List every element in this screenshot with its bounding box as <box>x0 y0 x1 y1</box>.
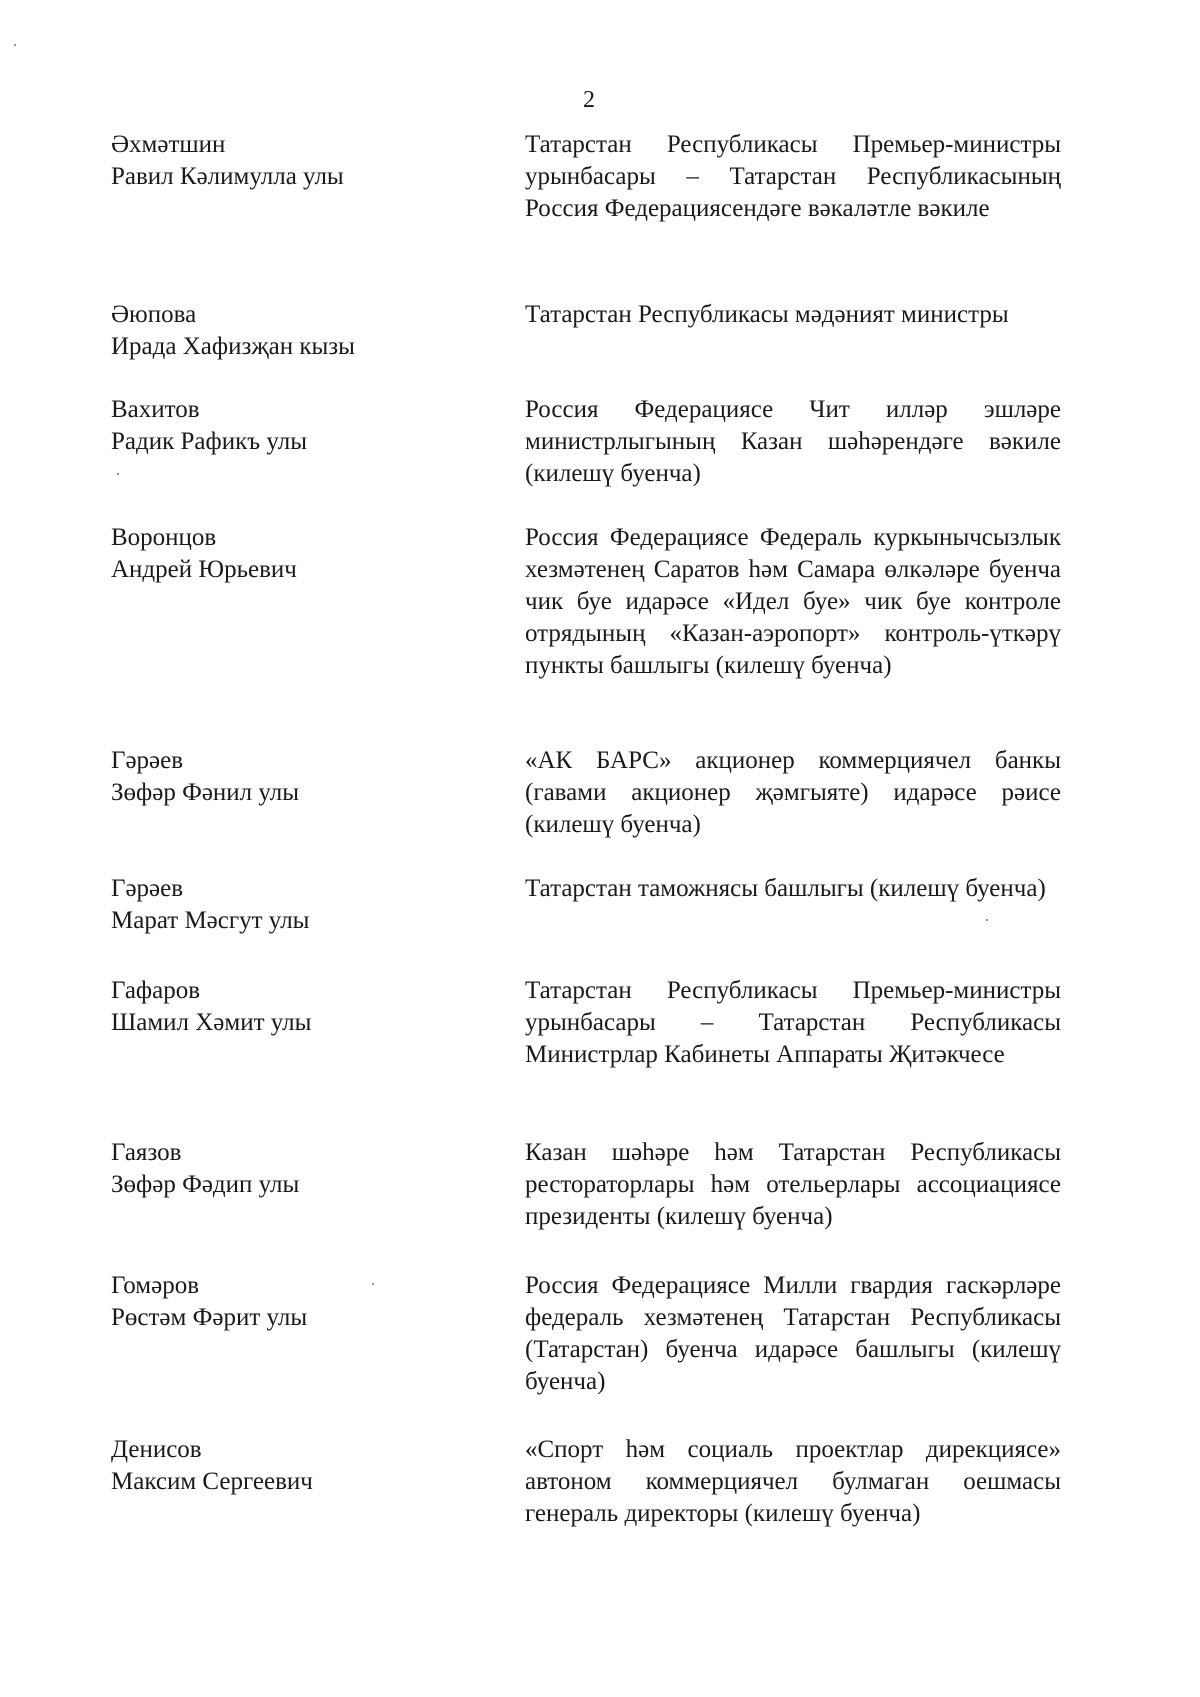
member-surname: Әюпова <box>111 301 197 328</box>
member-position: Россия Федерациясе Милли гвардия гаскәрләре федераль хезмәтенең Татарстан Республикасы (Татарстан) буенча идарәсе башлыгы (килешү буенча) <box>525 1272 1061 1395</box>
member-name <box>111 1434 491 1498</box>
member-name <box>111 745 491 809</box>
member-position: Татарстан Республикасы Премьер-министры урынбасары – Татарстан Республикасының Россия Федерациясендәге вәкаләтле вәкиле <box>525 131 1061 222</box>
member-position: Россия Федерациясе Федераль куркынычсызлык хезмәтенең Саратов һәм Самара өлкәләре буенча чик буе идарәсе «Идел буе» чик буе контроле отрядының «Казан-аэропорт» контроль-үткәрү пункты башлыгы (килешү буенча) <box>525 524 1061 679</box>
member-name <box>111 299 491 363</box>
member-position: Россия Федерациясе Чит илләр эшләре министрлыгының Казан шәһәрендәге вәкиле (килешү буенча) <box>525 396 1061 487</box>
member-given-name: Равил Кәлимулла улы <box>111 163 344 190</box>
member-surname: Әхмәтшин <box>111 131 226 158</box>
member-name <box>111 522 491 586</box>
member-position: Татарстан Республикасы Премьер-министры урынбасары – Татарстан Республикасы Министрлар Кабинеты Аппараты Җитәкчесе <box>525 977 1061 1068</box>
member-name <box>111 394 491 458</box>
member-surname: Гәрәев <box>111 875 184 902</box>
scan-speck <box>117 473 119 475</box>
member-name <box>111 873 491 937</box>
member-surname: Денисов <box>111 1436 202 1463</box>
member-surname: Вахитов <box>111 396 200 423</box>
member-given-name: Зөфәр Фәдип улы <box>111 1171 300 1198</box>
member-position: «Спорт һәм социаль проектлар дирекциясе» автоном коммерциячел булмаган оешмасы генераль директоры (килешү буенча) <box>525 1436 1061 1527</box>
member-surname: Гомәров <box>111 1272 200 1299</box>
member-given-name: Шамил Хәмит улы <box>111 1009 312 1036</box>
member-name <box>111 1137 491 1201</box>
scan-speck <box>372 1283 374 1285</box>
member-position: «АК БАРС» акционер коммерциячел банкы (гавами акционер җәмгыяте) идарәсе рәисе (килешү буенча) <box>525 747 1061 838</box>
scan-speck <box>986 919 988 921</box>
member-surname: Гаязов <box>111 1139 182 1166</box>
member-position: Татарстан таможнясы башлыгы (килешү буенча) <box>525 875 1046 902</box>
member-surname: Гәрәев <box>111 747 184 774</box>
member-surname: Гафаров <box>111 977 201 1004</box>
member-given-name: Андрей Юрьевич <box>111 556 297 583</box>
member-name <box>111 1270 491 1334</box>
member-given-name: Радик Рафикъ улы <box>111 428 308 455</box>
member-position: Татарстан Республикасы мәдәният министры <box>525 301 1009 328</box>
member-given-name: Зөфәр Фәнил улы <box>111 779 300 806</box>
member-surname: Воронцов <box>111 524 217 551</box>
member-name <box>111 129 491 193</box>
member-given-name: Рөстәм Фәрит улы <box>111 1304 308 1331</box>
scan-speck <box>14 44 16 46</box>
member-name <box>111 975 491 1039</box>
page-number: 2 <box>583 87 595 113</box>
member-given-name: Марат Мәсгут улы <box>111 907 310 934</box>
member-position: Казан шәһәре һәм Татарстан Республикасы рестораторлары һәм отельерлары ассоциациясе президенты (килешү буенча) <box>525 1139 1061 1230</box>
member-given-name: Максим Сергеевич <box>111 1468 313 1495</box>
member-given-name: Ирада Хафизҗан кызы <box>111 333 355 360</box>
